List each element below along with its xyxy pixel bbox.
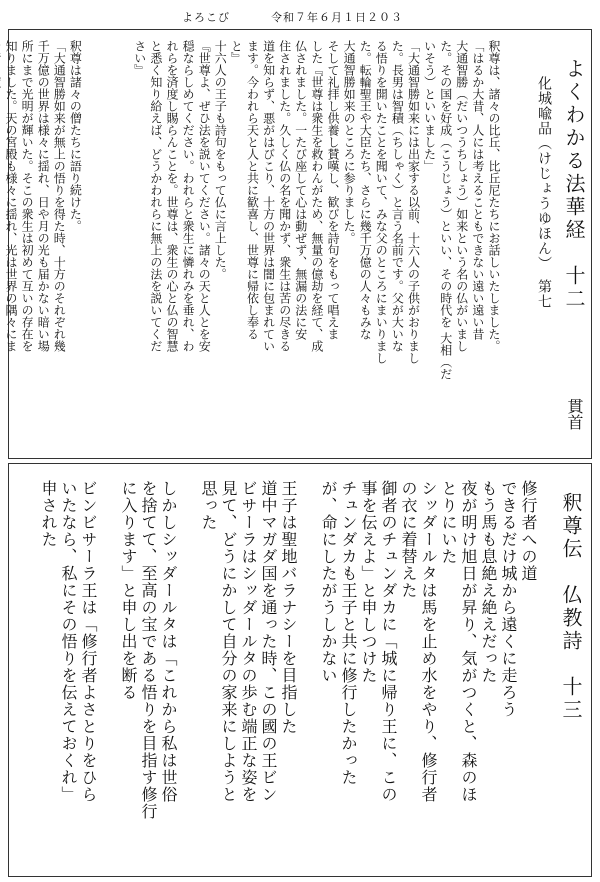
poem-text-column: いたなら、私にその悟りを伝えておくれ」	[59, 480, 78, 803]
poem-text-column: シッダールタは馬を止め水をやり、修行者	[419, 480, 438, 803]
article-text-column: れらを済度し賜らんことを。世尊は、衆生の心と仏の智慧	[165, 40, 179, 352]
article-text-column: 「はるか大昔、人には考えることもできない遠い遠い昔	[470, 40, 485, 340]
poem-text-column: しかしシッダールタは「これから私は世俗	[159, 480, 178, 803]
article-text-column: 所にまで光明が輝いた。そこの衆生は初めて互いの存在を	[20, 40, 35, 352]
article-text-column: 「大通智勝如来には出家する以前、十六人の子供がおりまし	[406, 40, 421, 364]
poem-text-column: チュンダカも王子と共に修行したかった	[339, 480, 358, 786]
poem-text-column: 見て、どうにかして自分の家来にしようと	[219, 480, 238, 803]
article-text-column: 千万億の世界は様々に揺れ、日や月の光も届かない暗い場	[36, 40, 51, 352]
poem-text-column: ビサーラはシッダールタの歩む端正な姿を	[239, 480, 258, 803]
poem-text-column: とりにいた	[439, 480, 458, 565]
poem-text-column: の衣に着替えた	[399, 480, 418, 599]
article-text-column: した『世尊は衆生を救わんがため、無量の億劫を経て、成	[309, 40, 324, 352]
poem-text-column: が、命にしたがうしかない	[319, 480, 338, 684]
article-author: 貫首	[565, 398, 584, 430]
poem-text-column: 王子は聖地バラナシーを目指した	[279, 480, 298, 735]
article-text-column: 大通智勝如来のところに参りました。	[342, 40, 357, 244]
publication-name: よろこび	[182, 11, 230, 24]
poem-title: 釈尊伝 仏教詩 十三	[559, 492, 583, 722]
poem-text-column: ビンビサーラ王は「修行者よさとりをひら	[79, 480, 98, 803]
article-text-column: た。その国を好成（こうじょう）といい、その時代を 大相（だ	[438, 40, 453, 380]
article-text-column: 釈尊は、諸々の比丘、比丘尼たちにお話しいたしました。	[487, 40, 501, 352]
poem-text-column: 事を伝えよ」と申しつけた	[359, 480, 378, 684]
poem-text-column: 思った	[199, 480, 218, 531]
poem-text-column: 夜が明け旭日が昇り、気がつくと、森のほ	[459, 480, 478, 803]
article-text-column: と』	[229, 40, 244, 64]
issue-date: 令和７年６月１日２０３	[271, 11, 403, 24]
poem-text-column: もう馬も息絶え絶えだった	[479, 480, 498, 684]
article-text-column: 『世尊よ、ぜひ法を説いてください。諸々の天と人とを安	[197, 40, 212, 352]
article-text-column: いそう）といいました」	[422, 40, 437, 172]
poem-text-column: 道中マガダ国を通った時、この國の王ビン	[259, 480, 278, 803]
article-text-column: 知りました。天の宮殿も様々に揺れ、光は世界の隅々にま	[4, 40, 18, 352]
chapter-heading: 化城喩品（けじょうゆほん） 第七	[536, 76, 552, 309]
poem-text-column: 申された	[39, 480, 58, 548]
article-text-column: 「大通智勝如来が無上の悟りを得た時、十方のそれぞれ幾	[52, 40, 67, 352]
article-text-column: ます。今われら天と人と共に歓喜し、世尊に帰依し奉る	[245, 40, 260, 340]
article-text-column: た。長男は智積（ちしゃく）と言う名前です。父が大いな	[390, 40, 405, 352]
article-text-column: そして礼拝し供養し賛嘆し、歓びを詩句をもって唱えま	[326, 40, 340, 340]
article-text-column: 仏されました。一たび座して心は動ぜず、無漏の法に安	[293, 40, 308, 340]
article-text-column: る悟りを開いたことを聞いて、みな父のところにまいりまし	[374, 40, 389, 364]
article-text-column: さい』	[132, 40, 147, 76]
article-text-column: 大通智勝（だいつうちしょう）如来という名の仏がいまし	[454, 40, 469, 352]
poem-text-column: できるだけ城から遠くに走ろう	[499, 480, 518, 718]
article-text-column: 穏ならしめてください。われらと衆生に憐れみを垂れ、わ	[181, 40, 196, 352]
poem-text-column: 修行者への道	[519, 480, 538, 582]
article-text-column	[0, 40, 3, 148]
poem-text-column: を捨てて、至高の宝である悟りを目指す修行	[139, 480, 158, 820]
page-header	[0, 4, 600, 28]
article-text-column: 釈尊は諸々の僧たちに語り続けた。	[68, 40, 83, 232]
article-text-column: 十六人の王子も詩句をもって仏に言上した。	[213, 40, 228, 280]
article-text-column: 住されました。久しく仏の名を聞かず、衆生は苦の尽きる	[277, 40, 292, 352]
article-text-column: と悉く知り給えば、どうかわれらに無上の法を説いてくだ	[148, 40, 163, 352]
article-title: よくわかる法華経 十二	[562, 58, 586, 311]
poem-text-column: 御者のチュンダカに「城に帰り王に、この	[379, 480, 398, 803]
poem-text-column: に入ります」と申し出を断る	[119, 480, 138, 701]
article-text-column: 道を知らず、悪がはびこり、十方の世界は闇に包まれてい	[261, 40, 276, 352]
article-text-column: た。転輪聖王や大臣たち、さらに幾千万億の人々もみな	[358, 40, 373, 340]
